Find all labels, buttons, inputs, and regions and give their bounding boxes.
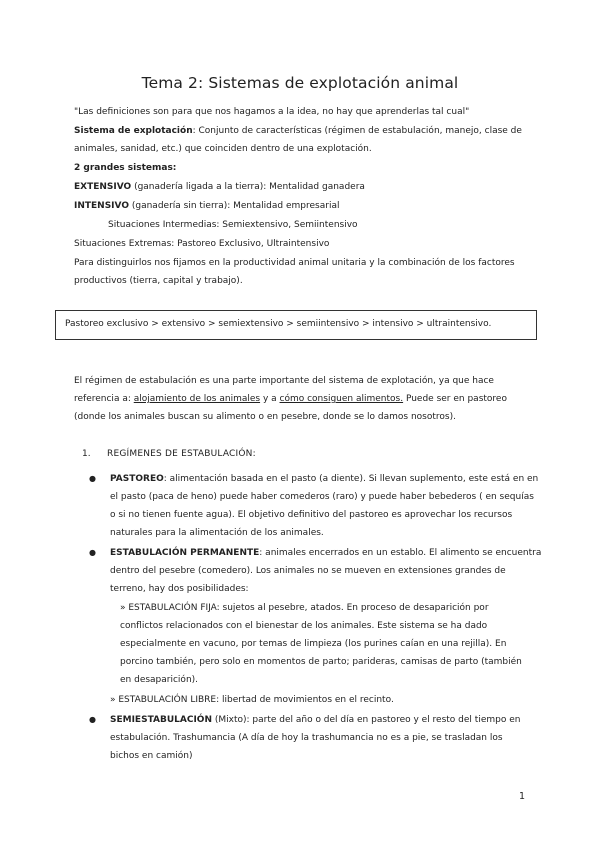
alimentos-underlined: cómo consiguen alimentos.: [279, 394, 404, 404]
sistema-definition-cont: animales, sanidad, etc.) que coinciden dentro de una explotación.: [74, 144, 372, 154]
page-title: Tema 2: Sistemas de explotación animal: [141, 74, 459, 92]
pastoreo-line-1: [110, 472, 538, 486]
situaciones-intermedias: Situaciones Intermedias: Semiextensivo, Semiintensivo: [108, 220, 358, 230]
fija-line-3: especialmente en vacuno, por temas de limpieza (los purines caían en una rejilla). En: [120, 639, 507, 649]
fija-line-2: conflictos relacionados con el bienestar de los animales. Este sistema se ha dado: [120, 621, 488, 631]
scale-box-text: Pastoreo exclusivo > extensivo > semiextensivo > semiintensivo > intensivo > ultraintensivo.: [65, 319, 492, 329]
semi-label: SEMIESTABULACIÓN: [110, 715, 212, 725]
intensivo-label: INTENSIVO: [74, 201, 129, 211]
alojamiento-underlined: alojamiento de los animales: [133, 394, 261, 404]
extensivo-line: [74, 180, 365, 194]
section-title: REGÍMENES DE ESTABULACIÓN:: [107, 449, 256, 459]
extensivo-text: (ganadería ligada a la tierra): Mentalidad ganadera: [131, 182, 365, 192]
fija-line-4: porcino también, pero solo en momentos de parto; parideras, camisas de parto (también: [120, 657, 522, 667]
pastoreo-line-2: el pasto (paca de heno) puede haber comederos (raro) y puede haber bebederos ( en sequías: [110, 492, 534, 502]
pastoreo-line-3: o si no tienen fuente agua). El objetivo definitivo del pastoreo es aprovechar los recursos: [110, 510, 513, 520]
permanente-line-2: dentro del pesebre (comedero). Los animales no se mueven en extensiones grandes de: [110, 566, 506, 576]
semi-text: (Mixto): parte del año o del día en pastoreo y el resto del tiempo en: [211, 715, 521, 725]
semi-line-3: bichos en camión): [110, 751, 193, 761]
extensivo-label: EXTENSIVO: [74, 182, 132, 192]
semi-line-2: estabulación. Trashumancia (A día de hoy la trashumancia no es a pie, se trasladan los: [110, 733, 503, 743]
intro-quote: "Las definiciones son para que nos hagamos a la idea, no hay que aprenderlas tal cual": [74, 107, 470, 117]
bullet-icon: ●: [89, 715, 96, 724]
regimen-suffix: Puede ser en pastoreo: [403, 394, 507, 404]
situaciones-extremas: Situaciones Extremas: Pastoreo Exclusivo, Ultraintensivo: [74, 239, 330, 249]
pastoreo-label: PASTOREO: [110, 474, 164, 484]
distinguir-text: Para distinguirlos nos fijamos en la productividad animal unitaria y la combinación de los factores: [74, 258, 515, 268]
pastoreo-line-4: naturales para la alimentación de los animales.: [110, 528, 324, 538]
page-number: 1: [519, 791, 526, 802]
regimen-joiner: y a: [260, 394, 280, 404]
libre-line: » ESTABULACIÓN LIBRE: libertad de movimientos en el recinto.: [110, 695, 394, 705]
bullet-icon: ●: [89, 474, 96, 483]
regimen-text-3: (donde los animales buscan su alimento o en pesebre, donde se lo damos nosotros).: [74, 412, 456, 422]
pastoreo-text: : alimentación basada en el pasto (a diente). Si llevan suplemento, este está en en: [163, 474, 539, 484]
distinguir-text-cont: productivos (tierra, capital y trabajo).: [74, 276, 243, 286]
regimen-prefix: referencia a:: [74, 394, 134, 404]
sistema-label: Sistema de explotación: [74, 126, 193, 136]
intensivo-line: [74, 199, 339, 213]
fija-line-5: en desaparición).: [120, 675, 199, 685]
permanente-line-3: terreno, hay dos posibilidades:: [110, 584, 249, 594]
permanente-text: : animales encerrados en un establo. El alimento se encuentra: [259, 548, 542, 558]
fija-line-1: » ESTABULACIÓN FIJA: sujetos al pesebre, atados. En proceso de desaparición por: [120, 603, 489, 613]
grandes-heading: 2 grandes sistemas:: [74, 163, 177, 173]
semi-line-1: [110, 713, 520, 727]
sistema-definition: [74, 124, 522, 138]
scale-box: [55, 310, 537, 340]
permanente-line-1: [110, 546, 541, 560]
permanente-label: ESTABULACIÓN PERMANENTE: [110, 548, 260, 558]
sistema-text: : Conjunto de características (régimen de estabulación, manejo, clase de: [192, 126, 522, 136]
section-number: 1.: [82, 449, 91, 459]
bullet-icon: ●: [89, 548, 96, 557]
intensivo-text: (ganadería sin tierra): Mentalidad empresarial: [129, 201, 340, 211]
regimen-text: El régimen de estabulación es una parte importante del sistema de explotación, ya que hace: [74, 376, 494, 386]
regimen-text-2: [74, 392, 507, 406]
